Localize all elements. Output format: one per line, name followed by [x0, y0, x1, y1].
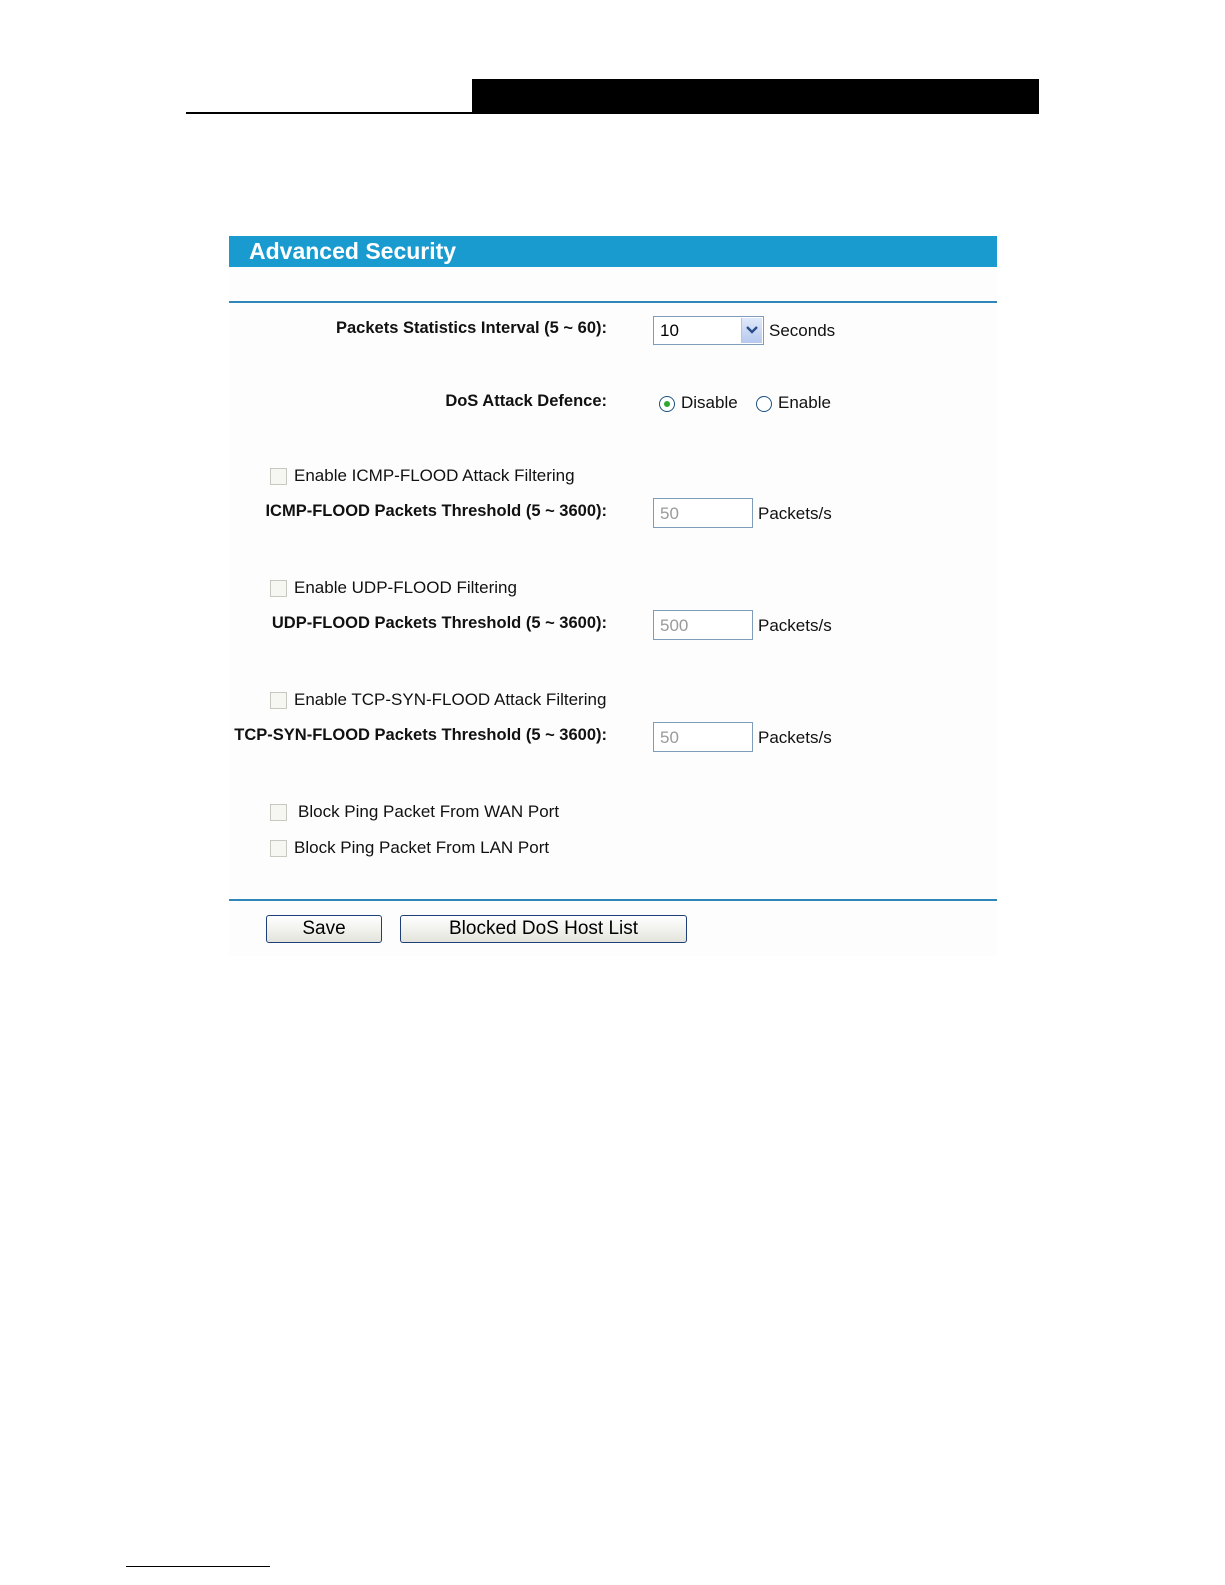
blocked-dos-host-list-button[interactable]: Blocked DoS Host List [400, 915, 687, 943]
block-ping-lan-checkbox[interactable] [270, 840, 287, 857]
dos-disable-radio[interactable] [659, 396, 675, 412]
udp-threshold-value: 500 [660, 616, 689, 635]
block-ping-wan-label: Block Ping Packet From WAN Port [298, 802, 560, 821]
icmp-threshold-label: ICMP-FLOOD Packets Threshold (5 ~ 3600): [265, 502, 607, 520]
udp-flood-checkbox-label: Enable UDP-FLOOD Filtering [294, 578, 517, 597]
tcp-threshold-input[interactable] [653, 722, 753, 752]
save-button[interactable]: Save [266, 915, 382, 943]
icmp-threshold-value: 50 [660, 504, 679, 523]
udp-threshold-label: UDP-FLOOD Packets Threshold (5 ~ 3600): [271, 614, 607, 632]
packets-interval-value: 10 [660, 321, 679, 340]
tcp-threshold-unit: Packets/s [758, 728, 832, 747]
udp-threshold-unit: Packets/s [758, 616, 832, 635]
icmp-flood-checkbox-label: Enable ICMP-FLOOD Attack Filtering [294, 466, 575, 485]
dos-enable-label[interactable]: Enable [778, 393, 831, 412]
dos-defence-label: DoS Attack Defence: [445, 392, 607, 410]
block-ping-lan-label: Block Ping Packet From LAN Port [294, 838, 550, 857]
tcp-syn-flood-checkbox-label: Enable TCP-SYN-FLOOD Attack Filtering [294, 690, 607, 709]
document-header-rule [186, 112, 1039, 114]
tcp-threshold-value: 50 [660, 728, 679, 747]
packets-interval-unit: Seconds [769, 321, 836, 340]
bottom-divider [229, 899, 997, 901]
dos-disable-label[interactable]: Disable [681, 393, 738, 412]
block-ping-wan-checkbox[interactable] [270, 804, 287, 821]
udp-threshold-input[interactable] [653, 610, 753, 640]
document-footer-rule [126, 1566, 270, 1567]
packets-interval-select[interactable] [653, 316, 764, 345]
udp-flood-checkbox[interactable] [270, 580, 287, 597]
chevron-down-icon[interactable] [741, 318, 762, 343]
packets-interval-label: Packets Statistics Interval (5 ~ 60): [335, 319, 607, 337]
icmp-threshold-unit: Packets/s [758, 504, 832, 523]
tcp-threshold-label: TCP-SYN-FLOOD Packets Threshold (5 ~ 3600): [234, 726, 607, 744]
tcp-syn-flood-checkbox[interactable] [270, 692, 287, 709]
top-divider [229, 301, 997, 303]
icmp-threshold-input[interactable] [653, 498, 753, 528]
page-title: Advanced Security [229, 236, 997, 267]
dos-enable-radio[interactable] [756, 396, 772, 412]
advanced-security-panel [229, 236, 997, 956]
icmp-flood-checkbox[interactable] [270, 468, 287, 485]
document-header-bar [472, 79, 1039, 112]
